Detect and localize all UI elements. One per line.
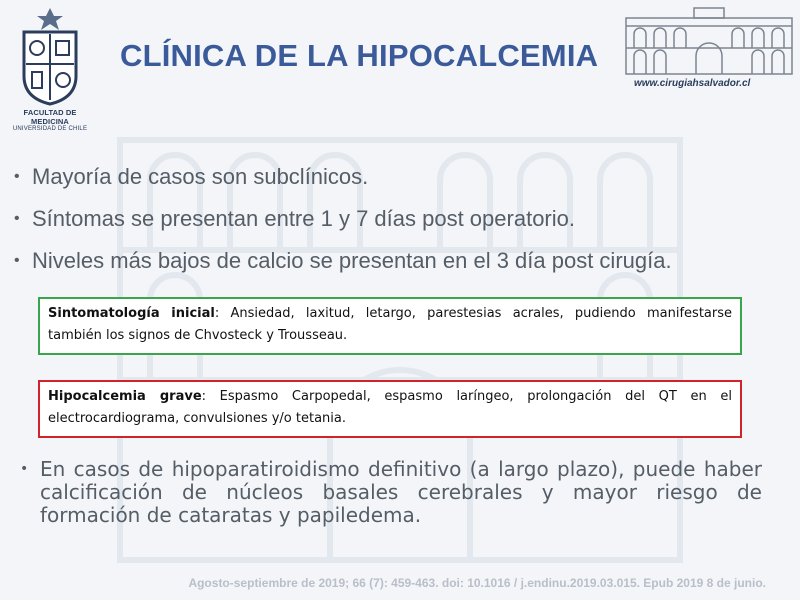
bullet-icon: • xyxy=(14,210,20,227)
bullet-icon: • xyxy=(20,461,29,477)
bullet-item: • Mayoría de casos son subclínicos. xyxy=(14,156,794,198)
faculty-name: FACULTAD DE MEDICINA xyxy=(23,108,77,126)
hospital-building-icon xyxy=(624,4,794,76)
bottom-bullet-text: En casos de hipoparatiroidismo definitivo (a largo plazo), puede haber calcificación de núcleos basales cerebrales y mayor riesgo de formación de cataratas y papiledema. xyxy=(40,457,762,527)
faculty-shield-icon xyxy=(18,6,82,106)
initial-symptoms-label: Sintomatología inicial xyxy=(48,306,215,321)
bullet-icon: • xyxy=(14,168,20,185)
initial-symptoms-box xyxy=(38,297,742,355)
severe-hypocalcemia-box xyxy=(38,380,742,438)
faculty-logo xyxy=(4,6,96,136)
university-name: UNIVERSIDAD DE CHILE xyxy=(12,126,88,132)
bullet-list xyxy=(14,156,794,282)
initial-symptoms-text: : Ansiedad, laxitud, letargo, parestesias acrales, pudiendo manifestarse también los signos de Chvosteck y Trousseau. xyxy=(48,306,732,343)
page-title: CLÍNICA DE LA HIPOCALCEMIA xyxy=(120,38,599,73)
bullet-icon: • xyxy=(14,252,20,269)
bottom-bullet xyxy=(18,458,762,527)
bullet-item: • Niveles más bajos de calcio se presentan en el 3 día post cirugía. xyxy=(14,240,794,282)
citation: Agosto-septiembre de 2019; 66 (7): 459-463. doi: 10.1016 / j.endinu.2019.03.015. Epub 2019 8 de junio. xyxy=(188,576,766,590)
bullet-item: • Síntomas se presentan entre 1 y 7 días post operatorio. xyxy=(14,198,794,240)
website-url: www.cirugiahsalvador.cl xyxy=(634,78,751,89)
severe-hypocalcemia-text: : Espasmo Carpopedal, espasmo laríngeo, prolongación del QT en el electrocardiograma, convulsiones y/o tetania. xyxy=(48,389,732,426)
severe-hypocalcemia-label: Hipocalcemia grave xyxy=(48,389,202,404)
